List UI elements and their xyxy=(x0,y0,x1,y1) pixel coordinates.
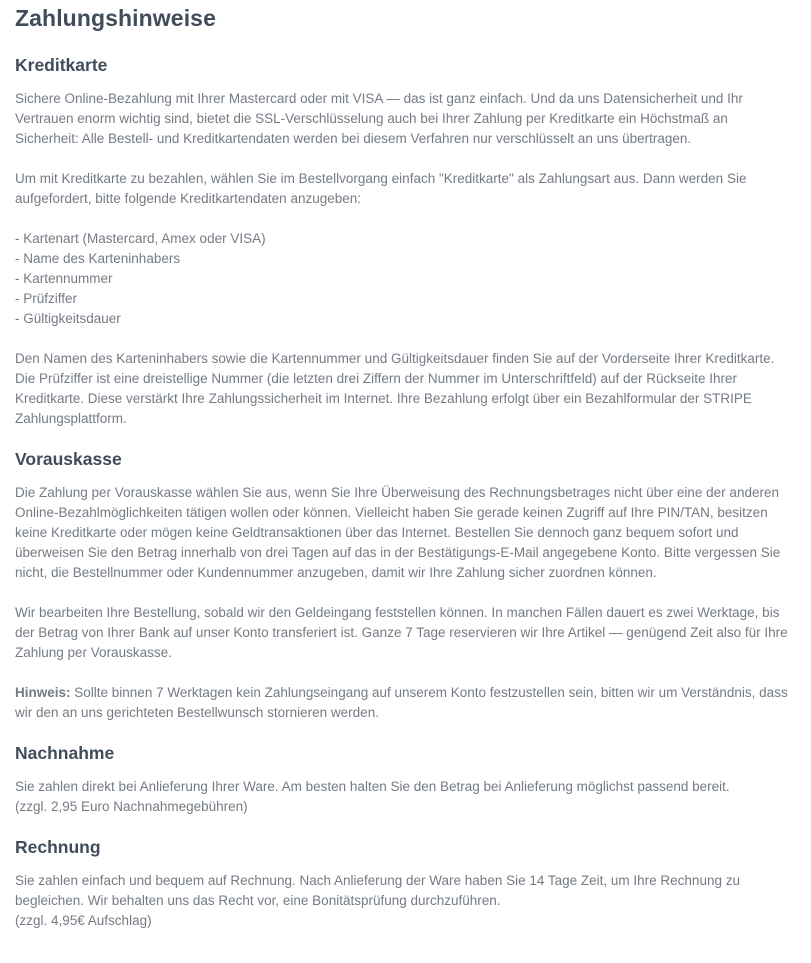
nachnahme-paragraph xyxy=(15,777,795,817)
note-label: Hinweis: xyxy=(15,685,71,700)
list-item-pruefziffer: - Prüfziffer xyxy=(15,291,78,306)
note-text: Sollte binnen 7 Werktagen kein Zahlungseingang auf unserem Konto festzustellen sein, bitten wir um Verständnis, dass wir den an uns gerichteten Bestellwunsch stornieren werden. xyxy=(15,685,788,720)
section-vorauskasse xyxy=(15,449,795,723)
section-heading-kreditkarte: Kreditkarte xyxy=(15,55,108,75)
rechnung-paragraph xyxy=(15,871,795,931)
kreditkarte-howto-paragraph: Um mit Kreditkarte zu bezahlen, wählen Sie im Bestellvorgang einfach "Kreditkarte" als Zahlungsart aus. Dann werden Sie aufgefordert, bitte folgende Kreditkartendaten anzugeben: xyxy=(15,171,747,206)
kreditkarte-intro-paragraph: Sichere Online-Bezahlung mit Ihrer Mastercard oder mit VISA — das ist ganz einfach. Und da uns Datensicherheit und Ihr Vertrauen enorm wichtig sind, bietet die SSL-Verschlüsselung auch bei Ihrer Zahlung per Kreditkarte ein Höchstmaß an Sicherheit: Alle Bestell- und Kreditkartendaten werden bei diesem Verfahren nur verschlüsselt an uns übertragen. xyxy=(15,91,743,146)
section-heading-vorauskasse: Vorauskasse xyxy=(15,449,122,469)
section-kreditkarte xyxy=(15,55,795,429)
nachnahme-text: Sie zahlen direkt bei Anlieferung Ihrer Ware. Am besten halten Sie den Betrag bei Anlieferung möglichst passend bereit. xyxy=(15,779,730,794)
section-heading-nachnahme: Nachnahme xyxy=(15,743,115,763)
section-rechnung xyxy=(15,837,795,931)
rechnung-text: Sie zahlen einfach und bequem auf Rechnung. Nach Anlieferung der Ware haben Sie 14 Tage Zeit, um Ihre Rechnung zu begleichen. Wir behalten uns das Recht vor, eine Bonitätsprüfung durchzuführen. xyxy=(15,873,740,908)
list-item-kartennummer: - Kartennummer xyxy=(15,271,113,286)
list-item-karteninhaber: - Name des Karteninhabers xyxy=(15,251,181,266)
section-nachnahme xyxy=(15,743,795,817)
kreditkarte-details-paragraph: Den Namen des Karteninhabers sowie die Kartennummer und Gültigkeitsdauer finden Sie auf der Vorderseite Ihrer Kreditkarte. Die Prüfziffer ist eine dreistellige Nummer (die letzten drei Ziffern der Nummer im Unterschriftfeld) auf der Rückseite Ihrer Kreditkarte. Diese verstärkt Ihre Zahlungssicherheit im Internet. Ihre Bezahlung erfolgt über ein Bezahlformular der STRIPE Zahlungsplattform. xyxy=(15,351,775,426)
list-item-kartenart: - Kartenart (Mastercard, Amex oder VISA) xyxy=(15,231,266,246)
vorauskasse-intro-paragraph: Die Zahlung per Vorauskasse wählen Sie aus, wenn Sie Ihre Überweisung des Rechnungsbetrages nicht über eine der anderen Online-Bezahlmöglichkeiten tätigen wollen oder können. Vielleicht haben Sie gerade keinen Zugriff auf Ihre PIN/TAN, besitzen keine Kreditkarte oder mögen keine Geldtransaktionen über das Internet. Bestellen Sie dennoch ganz bequem sofort und überweisen Sie den Betrag innerhalb von drei Tagen auf das in der Bestätigungs-E-Mail angegebene Konto. Bitte vergessen Sie nicht, die Bestellnummer oder Kundennummer anzugeben, damit wir Ihre Zahlung sicher zuordnen können. xyxy=(15,485,781,580)
nachnahme-surcharge: (zzgl. 2,95 Euro Nachnahmegebühren) xyxy=(15,799,248,814)
page-title: Zahlungshinweise xyxy=(15,5,216,31)
vorauskasse-processing-paragraph: Wir bearbeiten Ihre Bestellung, sobald wir den Geldeingang feststellen können. In manchen Fällen dauert es zwei Werktage, bis der Betrag von Ihrer Bank auf unser Konto transferiert ist. Ganze 7 Tage reservieren wir Ihre Artikel — genügend Zeit also für Ihre Zahlung per Vorauskasse. xyxy=(15,605,788,660)
rechnung-surcharge: (zzgl. 4,95€ Aufschlag) xyxy=(15,913,152,928)
section-heading-rechnung: Rechnung xyxy=(15,837,101,857)
list-item-gueltigkeitsdauer: - Gültigkeitsdauer xyxy=(15,311,121,326)
credit-card-fields-list xyxy=(15,229,795,329)
vorauskasse-note-paragraph xyxy=(15,683,795,723)
